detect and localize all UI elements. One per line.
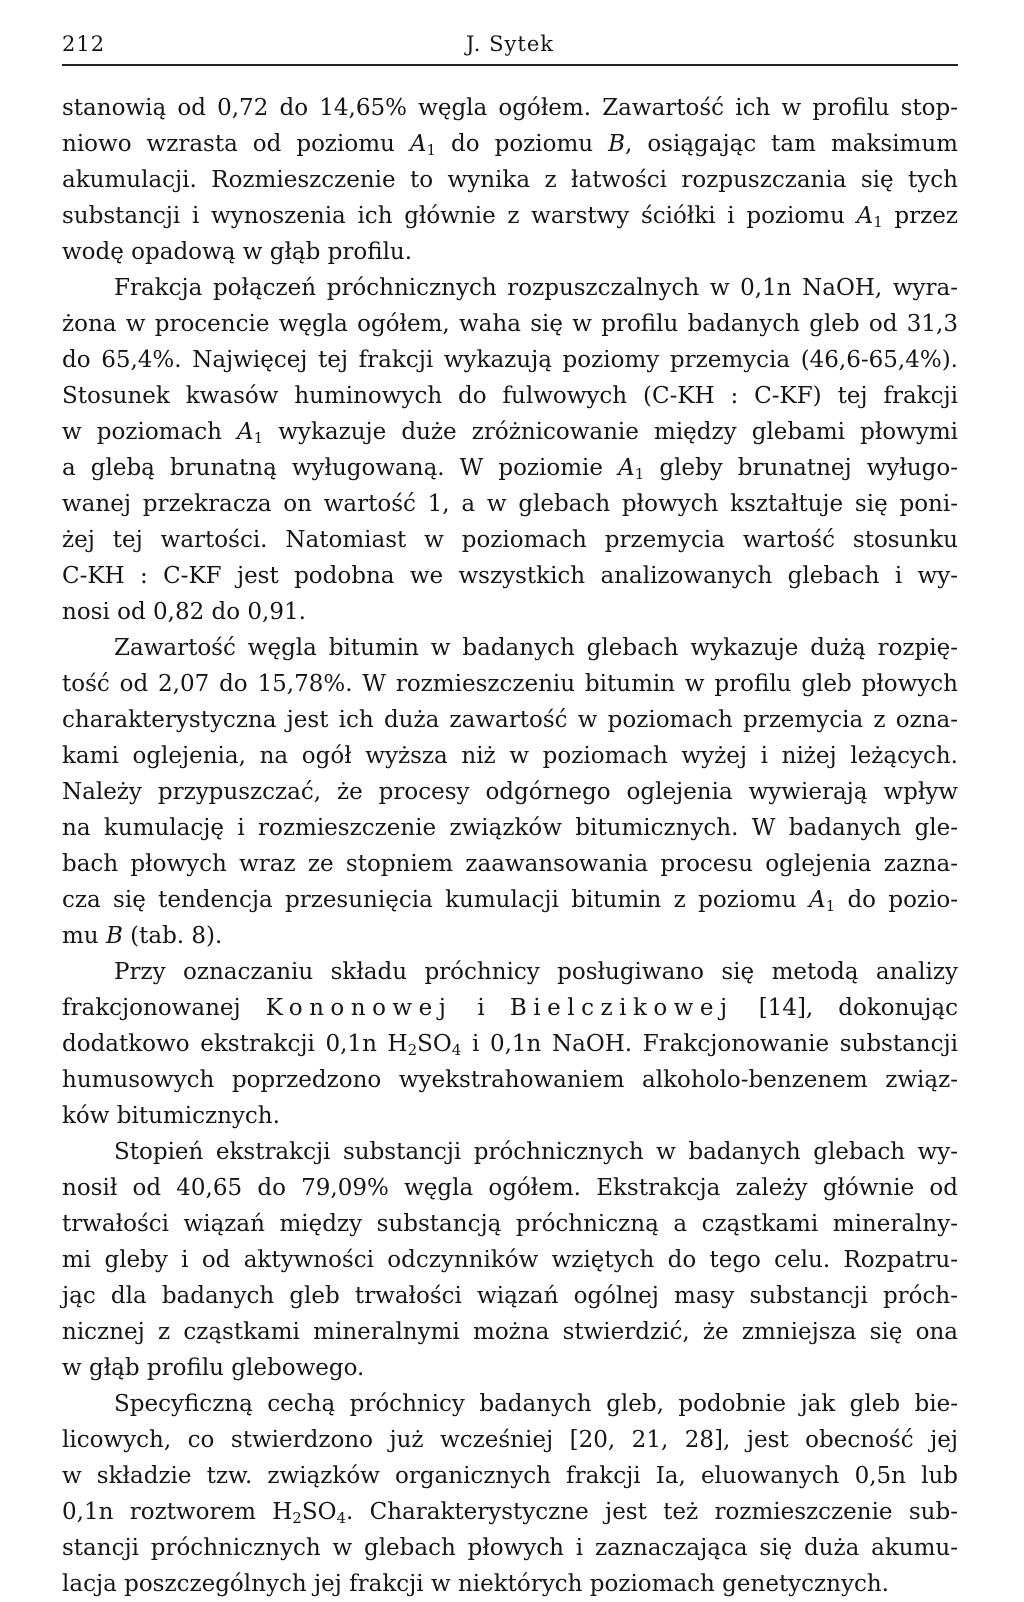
text-line: stancji próchnicznych w glebach płowych i zaznaczająca się duża akumu- — [62, 1535, 958, 1561]
text-line: licowych, co stwierdzono już wcześniej [20, 21, 28], jest obecność jej — [62, 1427, 958, 1453]
text-line: mu B (tab. 8). — [62, 923, 223, 949]
paragraph — [62, 954, 958, 1134]
text-line: Specyficzną cechą próchnicy badanych gleb, podobnie jak gleb bie- — [114, 1391, 958, 1417]
text-line: mi gleby i od aktywności odczynników wziętych do tego celu. Rozpatru- — [62, 1247, 958, 1273]
text-line: żona w procencie węgla ogółem, waha się w profilu badanych gleb od 31,3 — [62, 311, 958, 337]
text-line: trwałości wiązań między substancją próchniczną a cząstkami mineralny- — [62, 1211, 958, 1237]
paragraph — [62, 1386, 958, 1602]
text-line: niowo wzrasta od poziomu $A_1$ do poziomu B, osiągając tam maksimum — [62, 131, 958, 159]
page-header — [62, 30, 958, 66]
text-line: jąc dla badanych gleb trwałości wiązań ogólnej masy substancji próch- — [62, 1283, 958, 1309]
text-line: stanowią od 0,72 do 14,65% węgla ogółem. Zawartość ich w profilu stop- — [62, 95, 958, 121]
text-line: lacja poszczególnych jej frakcji w niektórych poziomach genetycznych. — [62, 1571, 889, 1597]
text-line: do 65,4%. Najwięcej tej frakcji wykazują poziomy przemycia (46,6-65,4%). — [62, 347, 958, 373]
text-line: kami oglejenia, na ogół wyższa niż w poziomach wyżej i niżej leżących. — [62, 743, 958, 769]
text-line: Frakcja połączeń próchnicznych rozpuszczalnych w 0,1n NaOH, wyra- — [114, 275, 958, 301]
text-line: cza się tendencja przesunięcia kumulacji bitumin z poziomu $A_1$ do pozio- — [62, 887, 959, 915]
text-line: Stopień ekstrakcji substancji próchnicznych w badanych glebach wy- — [114, 1139, 958, 1165]
text-line: nosi od 0,82 do 0,91. — [62, 599, 306, 625]
paragraph — [62, 270, 958, 630]
text-line: Zawartość węgla bitumin w badanych glebach wykazuje dużą rozpię- — [114, 635, 958, 661]
body-text — [62, 90, 958, 1602]
running-head: J. Sytek — [466, 32, 554, 56]
text-line: w głąb profilu glebowego. — [62, 1355, 365, 1381]
text-line: nosił od 40,65 do 79,09% węgla ogółem. Ekstrakcja zależy głównie od — [62, 1175, 958, 1201]
text-line: żej tej wartości. Natomiast w poziomach przemycia wartość stosunku — [62, 527, 958, 553]
text-line: bach płowych wraz ze stopniem zaawansowania procesu oglejenia zazna- — [62, 851, 958, 877]
text-line: substancji i wynoszenia ich głównie z warstwy ściółki i poziomu $A_1$ przez — [62, 203, 958, 231]
text-line: Stosunek kwasów huminowych do fulwowych (C-KH : C-KF) tej frakcji — [62, 383, 958, 409]
text-line: tość od 2,07 do 15,78%. W rozmieszczeniu bitumin w profilu gleb płowych — [62, 671, 958, 697]
text-line: frakcjonowanej Kononowej i Bielczikowej [14], dokonując — [62, 995, 959, 1021]
text-line: w poziomach $A_1$ wykazuje duże zróżnicowanie między glebami płowymi — [62, 419, 958, 447]
text-line: akumulacji. Rozmieszczenie to wynika z łatwości rozpuszczania się tych — [62, 167, 958, 193]
text-line: charakterystyczna jest ich duża zawartość w poziomach przemycia z ozna- — [62, 707, 958, 733]
text-line: humusowych poprzedzono wyekstrahowaniem alkoholo-benzenem związ- — [62, 1067, 958, 1093]
text-line: a glebą brunatną wyługowaną. W poziomie $A_1$ gleby brunatnej wyługo- — [62, 455, 958, 483]
page-number: 212 — [62, 32, 106, 56]
paragraph — [62, 1134, 958, 1386]
paragraph — [62, 90, 958, 270]
paragraph — [62, 630, 958, 954]
text-line: wanej przekracza on wartość 1, a w glebach płowych kształtuje się poni- — [62, 491, 958, 517]
text-line: ków bitumicznych. — [62, 1103, 280, 1129]
text-line: w składzie tzw. związków organicznych frakcji Ia, eluowanych 0,5n lub — [62, 1463, 958, 1489]
text-line: C-KH : C-KF jest podobna we wszystkich analizowanych glebach i wy- — [62, 563, 958, 589]
text-line: 0,1n roztworem $H_2SO_4$. Charakterystyczne jest też rozmieszczenie sub- — [62, 1499, 958, 1527]
text-line: Należy przypuszczać, że procesy odgórnego oglejenia wywierają wpływ — [62, 779, 958, 805]
text-line: Przy oznaczaniu składu próchnicy posługiwano się metodą analizy — [114, 959, 958, 985]
text-line: nicznej z cząstkami mineralnymi można stwierdzić, że zmniejsza się ona — [62, 1319, 958, 1345]
text-line: na kumulację i rozmieszczenie związków bitumicznych. W badanych gle- — [62, 815, 958, 841]
text-line: wodę opadową w głąb profilu. — [62, 239, 413, 265]
text-line: dodatkowo ekstrakcji 0,1n $H_2SO_4$ i 0,1n NaOH. Frakcjonowanie substancji — [62, 1031, 958, 1059]
